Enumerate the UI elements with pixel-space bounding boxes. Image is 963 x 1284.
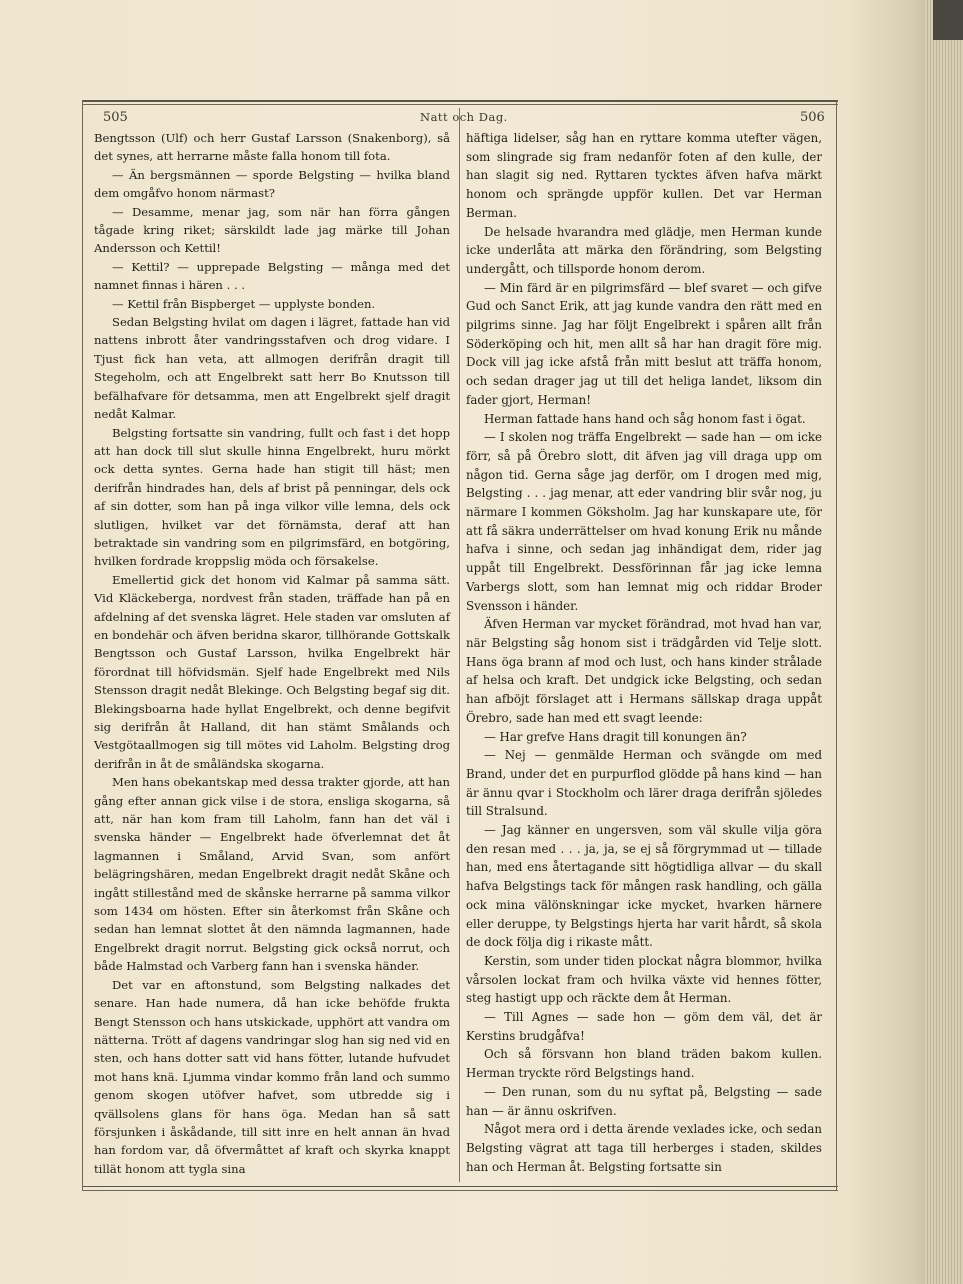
paragraph: häftiga lidelser, såg han en ryttare komma utefter vägen, som slingrade sig fram nedanför foten af den kulle, der han slagit sig ned. Ryttaren tycktes äfven hafva märkt honom och sprängde uppför kullen. Det var Herman Berman. (466, 131, 822, 220)
top-border-rule (82, 100, 838, 102)
paragraph: Äfven Herman var mycket förändrad, mot hvad han var, när Belgsting såg honom sist i trädgården vid Telje slott. Hans öga brann af mod och lust, och hans kinder strålade af helsa och kraft. Det undgick icke Belgsting, och sedan han afböjt förslaget att i Hermans sällskap draga uppåt Örebro, sade han med ett svagt leende: (466, 617, 822, 725)
right-text-column (466, 129, 822, 1176)
paragraph: Herman fattade hans hand och såg honom fast i ögat. (484, 411, 806, 426)
paragraph: — Har grefve Hans dragit till konungen än? (484, 729, 747, 744)
book-page-edges (925, 0, 963, 1284)
left-border-rule (82, 100, 83, 1190)
paragraph: Belgsting fortsatte sin vandring, fullt och fast i det hopp att han dock till slut skulle hinna Engelbrekt, huru mörkt ock detta syntes. Gerna hade han stigit till häst; men derifrån hindrades han, dels af brist på penningar, dels ock af sin dotter, som han på inga vilkor ville lemna, dels ock slutligen, hvilket var det förnämsta, deraf att han betraktade sin vandring som en pilgrimsfärd, en botgöring, hvilken fordrade kroppslig möda och försakelse. (94, 425, 450, 569)
paragraph: — Kettil? — upprepade Belgsting — många med det namnet finnas i hären . . . (94, 259, 450, 293)
paragraph: Det var en aftonstund, som Belgsting nalkades det senare. Han hade numera, då han icke behöfde frukta Bengt Stensson och hans utskickade, upphört att vandra om nätterna. Trött af dagens vandringar slog han sig ned vid en sten, och hans dotter satt vid hans fötter, lutande hufvudet mot hans knä. Ljumma vindar kommo från land och summo genom skogen utöfver hafvet, som utbredde sig i qvällsolens glans för hans öga. Medan han så satt försjunken i åskådande, till sitt inre en helt annan än hvad han fordom var, då öfvermåttet af kraft och skyrka knappt tillät honom att tygla sina (94, 977, 450, 1176)
bottom-border-rule (82, 1186, 838, 1187)
paragraph: Sedan Belgsting hvilat om dagen i lägret, fattade han vid nattens inbrott åter vandringsstafven och drog vidare. I Tjust fick han veta, att allmogen derifrån dragit till Stegeholm, och att Engelbrekt satt herr Bo Knutsson till befälhafvare för detsamma, men att Engelbrekt sjelf dragit nedåt Kalmar. (94, 315, 450, 422)
paragraph: De helsade hvarandra med glädje, men Herman kunde icke underlåta att märka den förändring, som Belgsting undergått, och tillsporde honom derom. (466, 224, 822, 276)
running-title: Natt och Dag. (420, 110, 508, 124)
paragraph: Något mera ord i detta ärende vexlades icke, och sedan Belgsting vägrat att taga till herberges i staden, skildes han och Herman åt. Belgsting fortsatte sin (466, 1122, 822, 1174)
paragraph: — Kettil från Bispberget — upplyste bonden. (112, 296, 376, 311)
paragraph: — I skolen nog träffa Engelbrekt — sade han — om icke förr, så på Örebro slott, dit äfven jag vill draga upp om någon tid. Gerna såge jag derför, om I drogen med mig, Belgsting . . . jag menar, att eder vandring blir svår nog, ju närmare I kommen Göksholm. Jag har kunskapare ute, för att få säkra underrättelser om hvad konung Erik nu månde hafva i sinne, och sedan jag inhändigat dem, rider jag uppåt till Engelbrekt. Dessförinnan får jag icke lemna Varbergs slott, som han lemnat mig och riddar Broder Svensson i händer. (466, 430, 822, 613)
paragraph: Kerstin, som under tiden plockat några blommor, hvilka vårsolen lockat fram och hvilka växte vid hennes fötter, steg hastigt upp och räckte dem åt Herman. (466, 953, 822, 1006)
paragraph: — Min färd är en pilgrimsfärd — blef svaret — och gifve Gud och Sanct Erik, att jag kunde vandra den rätt med en pilgrims sinne. Jag har följt Engelbrekt i spåren allt från Söderköping och hit, men allt så har han dragit före mig. Dock vill jag icke afstå från mitt beslut att träffa honom, och sedan drager jag ut till det heliga landet, liksom din fader gjort, Herman! (466, 280, 822, 407)
paragraph: — Nej — genmälde Herman och svängde om med Brand, under det en purpurflod glödde på hans kind — han är ännu qvar i Stockholm och lärer draga derifrån sjöledes till Stralsund. (466, 748, 822, 819)
paragraph: — Desamme, menar jag, som när han förra gången tågade kring riket; särskildt lade jag märke till Johan Andersson och Kettil! (94, 204, 450, 256)
paragraph: Och så försvann hon bland träden bakom kullen. Herman tryckte rörd Belgstings hand. (466, 1047, 822, 1081)
paragraph: — Jag känner en ungersven, som väl skulle vilja göra den resan med . . . ja, ja, se ej så förgrymmad ut — tillade han, med ens återtagande sitt högtidliga allvar — du skall hafva Belgstings tack för mången rask handling, och gälla ock mina välönskningar icke mycket, hvarken härnere eller deruppe, ty Belgstings hjerta har varit hårdt, så skola de dock följa dig i rikaste mått. (466, 823, 822, 950)
column-divider-rule (459, 108, 460, 1182)
page-number-right: 506 (800, 110, 825, 125)
right-border-rule (836, 100, 837, 1190)
page-number-left: 505 (103, 110, 128, 125)
binding-shadow (933, 0, 963, 40)
left-text-column (94, 129, 450, 1178)
paragraph: — Än bergsmännen — sporde Belgsting — hvilka bland dem omgåfvo honom närmast? (94, 167, 450, 201)
paragraph: Men hans obekantskap med dessa trakter gjorde, att han gång efter annan gick vilse i de stora, ensliga skogarna, så att, när han kom fram till Laholm, fann han det väl i svenska händer — Engelbrekt hade öfverlemnat det åt lagmannen i Småland, Arvid Svan, som anfört belägringshären, medan Engelbrekt dragit nedåt Skåne och ingått stillestånd med de skånske herrarne på samma vilkor som 1434 om hösten. Efter sin återkomst från Skåne och sedan han lemnat slottet åt den nämnda lagmannen, hade Engelbrekt dragit norrut. Belgsting gick också norrut, och både Halmstad och Varberg fann han i svenska händer. (94, 775, 450, 974)
paragraph: Bengtsson (Ulf) och herr Gustaf Larsson (Snakenborg), så det synes, att herrarne måste falla honom till fota. (94, 131, 450, 164)
top-border-rule-inner (82, 104, 838, 105)
paragraph: Emellertid gick det honom vid Kalmar på samma sätt. Vid Kläckeberga, nordvest från staden, träffade han på en afdelning af det svenska lägret. Hele staden var omsluten af en bondehär och äfven beridna skaror, tillhörande Gottskalk Bengtsson och Gustaf Larsson, hvilka Engelbrekt här förordnat till höfvidsmän. Sjelf hade Engelbrekt med Nils Stensson dragit nedåt Blekinge. Och Belgsting begaf sig dit. Blekingsboarna hade hyllat Engelbrekt, och denne begifvit sig derifrån åt Halland, dit han stämt Smålands och Vestgötaallmogen sig till mötes vid Laholm. Belgsting drog derifrån in åt de småländska skogarna. (94, 572, 450, 771)
bottom-border-rule-inner (82, 1190, 838, 1191)
paragraph: — Till Agnes — sade hon — göm dem väl, det är Kerstins brudgåfva! (466, 1010, 822, 1043)
paragraph: — Den runan, som du nu syftat på, Belgsting — sade han — är ännu oskrifven. (466, 1084, 822, 1118)
